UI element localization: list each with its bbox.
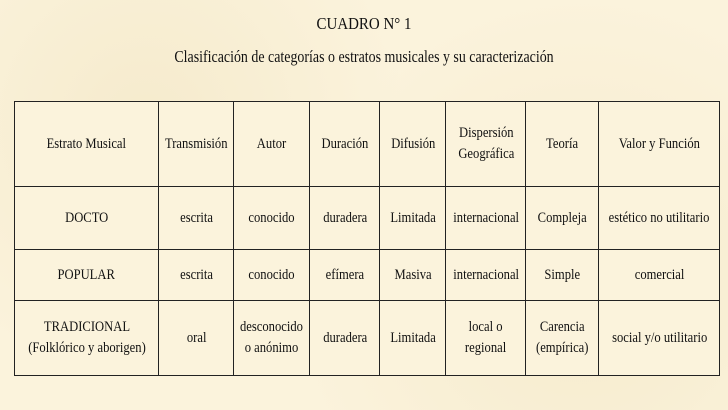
cell-line: DOCTO: [64, 209, 109, 226]
table-cell: [234, 187, 310, 250]
table-header-cell: [234, 102, 310, 187]
cell-text: [257, 134, 286, 155]
table-cell: [15, 187, 159, 250]
cell-line: POPULAR: [57, 266, 116, 283]
cell-text: [322, 134, 369, 155]
table-cell: [159, 301, 234, 376]
table-cell: [310, 301, 380, 376]
cell-line: Autor: [257, 135, 287, 152]
cell-line: conocido: [248, 266, 296, 283]
cell-text: [326, 265, 364, 286]
table-cell: [380, 301, 446, 376]
table-cell: [380, 250, 446, 301]
cell-text: [249, 265, 295, 286]
cell-text: [458, 123, 514, 165]
cell-line: internacional: [453, 209, 519, 226]
cell-line: (Folklórico y aborigen): [27, 340, 146, 356]
table-cell: [526, 187, 599, 250]
table-cell: [234, 250, 310, 301]
cell-line: Limitada: [390, 209, 436, 226]
cell-text: [453, 208, 519, 229]
cell-text: [28, 317, 146, 359]
cell-line: duradera: [322, 329, 367, 346]
cell-line: Masiva: [394, 266, 432, 283]
cell-text: [391, 134, 435, 155]
cell-text: [465, 317, 506, 359]
cell-text: [538, 208, 587, 229]
cell-line: Geográfica: [457, 146, 514, 162]
cell-text: [65, 208, 108, 229]
cell-line: escrita: [179, 209, 213, 226]
cell-line: conocido: [248, 209, 296, 226]
table-header-cell: [446, 102, 526, 187]
table-cell: [599, 187, 720, 250]
cell-text: [545, 265, 581, 286]
table-cell: [15, 250, 159, 301]
cell-line: Simple: [544, 266, 581, 283]
cell-text: [47, 134, 126, 155]
table-row: [15, 301, 720, 376]
cell-line: Transmisión: [164, 135, 228, 152]
table-header-cell: [15, 102, 159, 187]
table-header-cell: [310, 102, 380, 187]
cell-text: [249, 208, 295, 229]
cell-text: [323, 208, 367, 229]
cell-line: efímera: [325, 266, 365, 283]
cell-line: Difusión: [390, 135, 436, 152]
cell-line: Carencia: [540, 319, 585, 335]
table-cell: [526, 250, 599, 301]
cell-text: [180, 208, 213, 229]
cell-line: Duración: [321, 135, 369, 152]
cell-text: [390, 328, 435, 349]
table-cell: [310, 187, 380, 250]
table-header-cell: [380, 102, 446, 187]
cell-line: Estrato Musical: [46, 135, 127, 152]
cell-text: [323, 328, 367, 349]
cell-text: [619, 134, 700, 155]
table-header-cell: [526, 102, 599, 187]
cell-text: [58, 265, 115, 286]
table-cell: [599, 250, 720, 301]
table-cell: [380, 187, 446, 250]
cell-line: o anónimo: [245, 340, 299, 356]
table-cell: [446, 187, 526, 250]
cell-text: [612, 328, 707, 349]
table-cell: [310, 250, 380, 301]
cell-line: internacional: [453, 266, 519, 283]
table-cell: [446, 301, 526, 376]
cell-text: [186, 328, 206, 349]
table-cell: [15, 301, 159, 376]
cell-line: duradera: [322, 209, 367, 226]
document-title: CUADRO N° 1: [316, 14, 412, 33]
cell-text: [609, 208, 710, 229]
cell-line: (empírica): [536, 340, 589, 356]
cell-text: [390, 208, 435, 229]
cell-line: Compleja: [537, 209, 587, 226]
cell-line: escrita: [179, 266, 213, 283]
cell-text: [165, 134, 228, 155]
cell-line: TRADICIONAL: [43, 319, 130, 335]
table-header-cell: [159, 102, 234, 187]
cell-text: [180, 265, 213, 286]
cell-line: estético no utilitario: [609, 209, 710, 226]
table-header-cell: [599, 102, 720, 187]
cell-line: Dispersión: [458, 125, 514, 141]
classification-table: [14, 101, 720, 376]
cell-line: comercial: [634, 266, 685, 283]
table-cell: [234, 301, 310, 376]
cell-text: [635, 265, 685, 286]
table-cell: [159, 250, 234, 301]
cell-line: Limitada: [390, 329, 436, 346]
table-cell: [446, 250, 526, 301]
cell-text: [536, 317, 588, 359]
cell-text: [394, 265, 431, 286]
table-header-row: [15, 102, 720, 187]
cell-line: desconocido: [240, 319, 304, 335]
table-row: [15, 187, 720, 250]
cell-line: social y/o utilitario: [611, 329, 708, 346]
cell-text: [546, 134, 578, 155]
cell-line: Valor y Función: [618, 135, 701, 152]
cell-line: regional: [465, 340, 507, 356]
cell-text: [240, 317, 303, 359]
table-cell: [526, 301, 599, 376]
table-cell: [599, 301, 720, 376]
cell-line: local o: [468, 319, 503, 335]
table-row: [15, 250, 720, 301]
cell-line: oral: [186, 329, 207, 346]
cell-text: [453, 265, 519, 286]
table-cell: [159, 187, 234, 250]
cell-line: Teoría: [546, 135, 579, 152]
document-subtitle: Clasificación de categorías o estratos musicales y su caracterización: [174, 47, 554, 66]
